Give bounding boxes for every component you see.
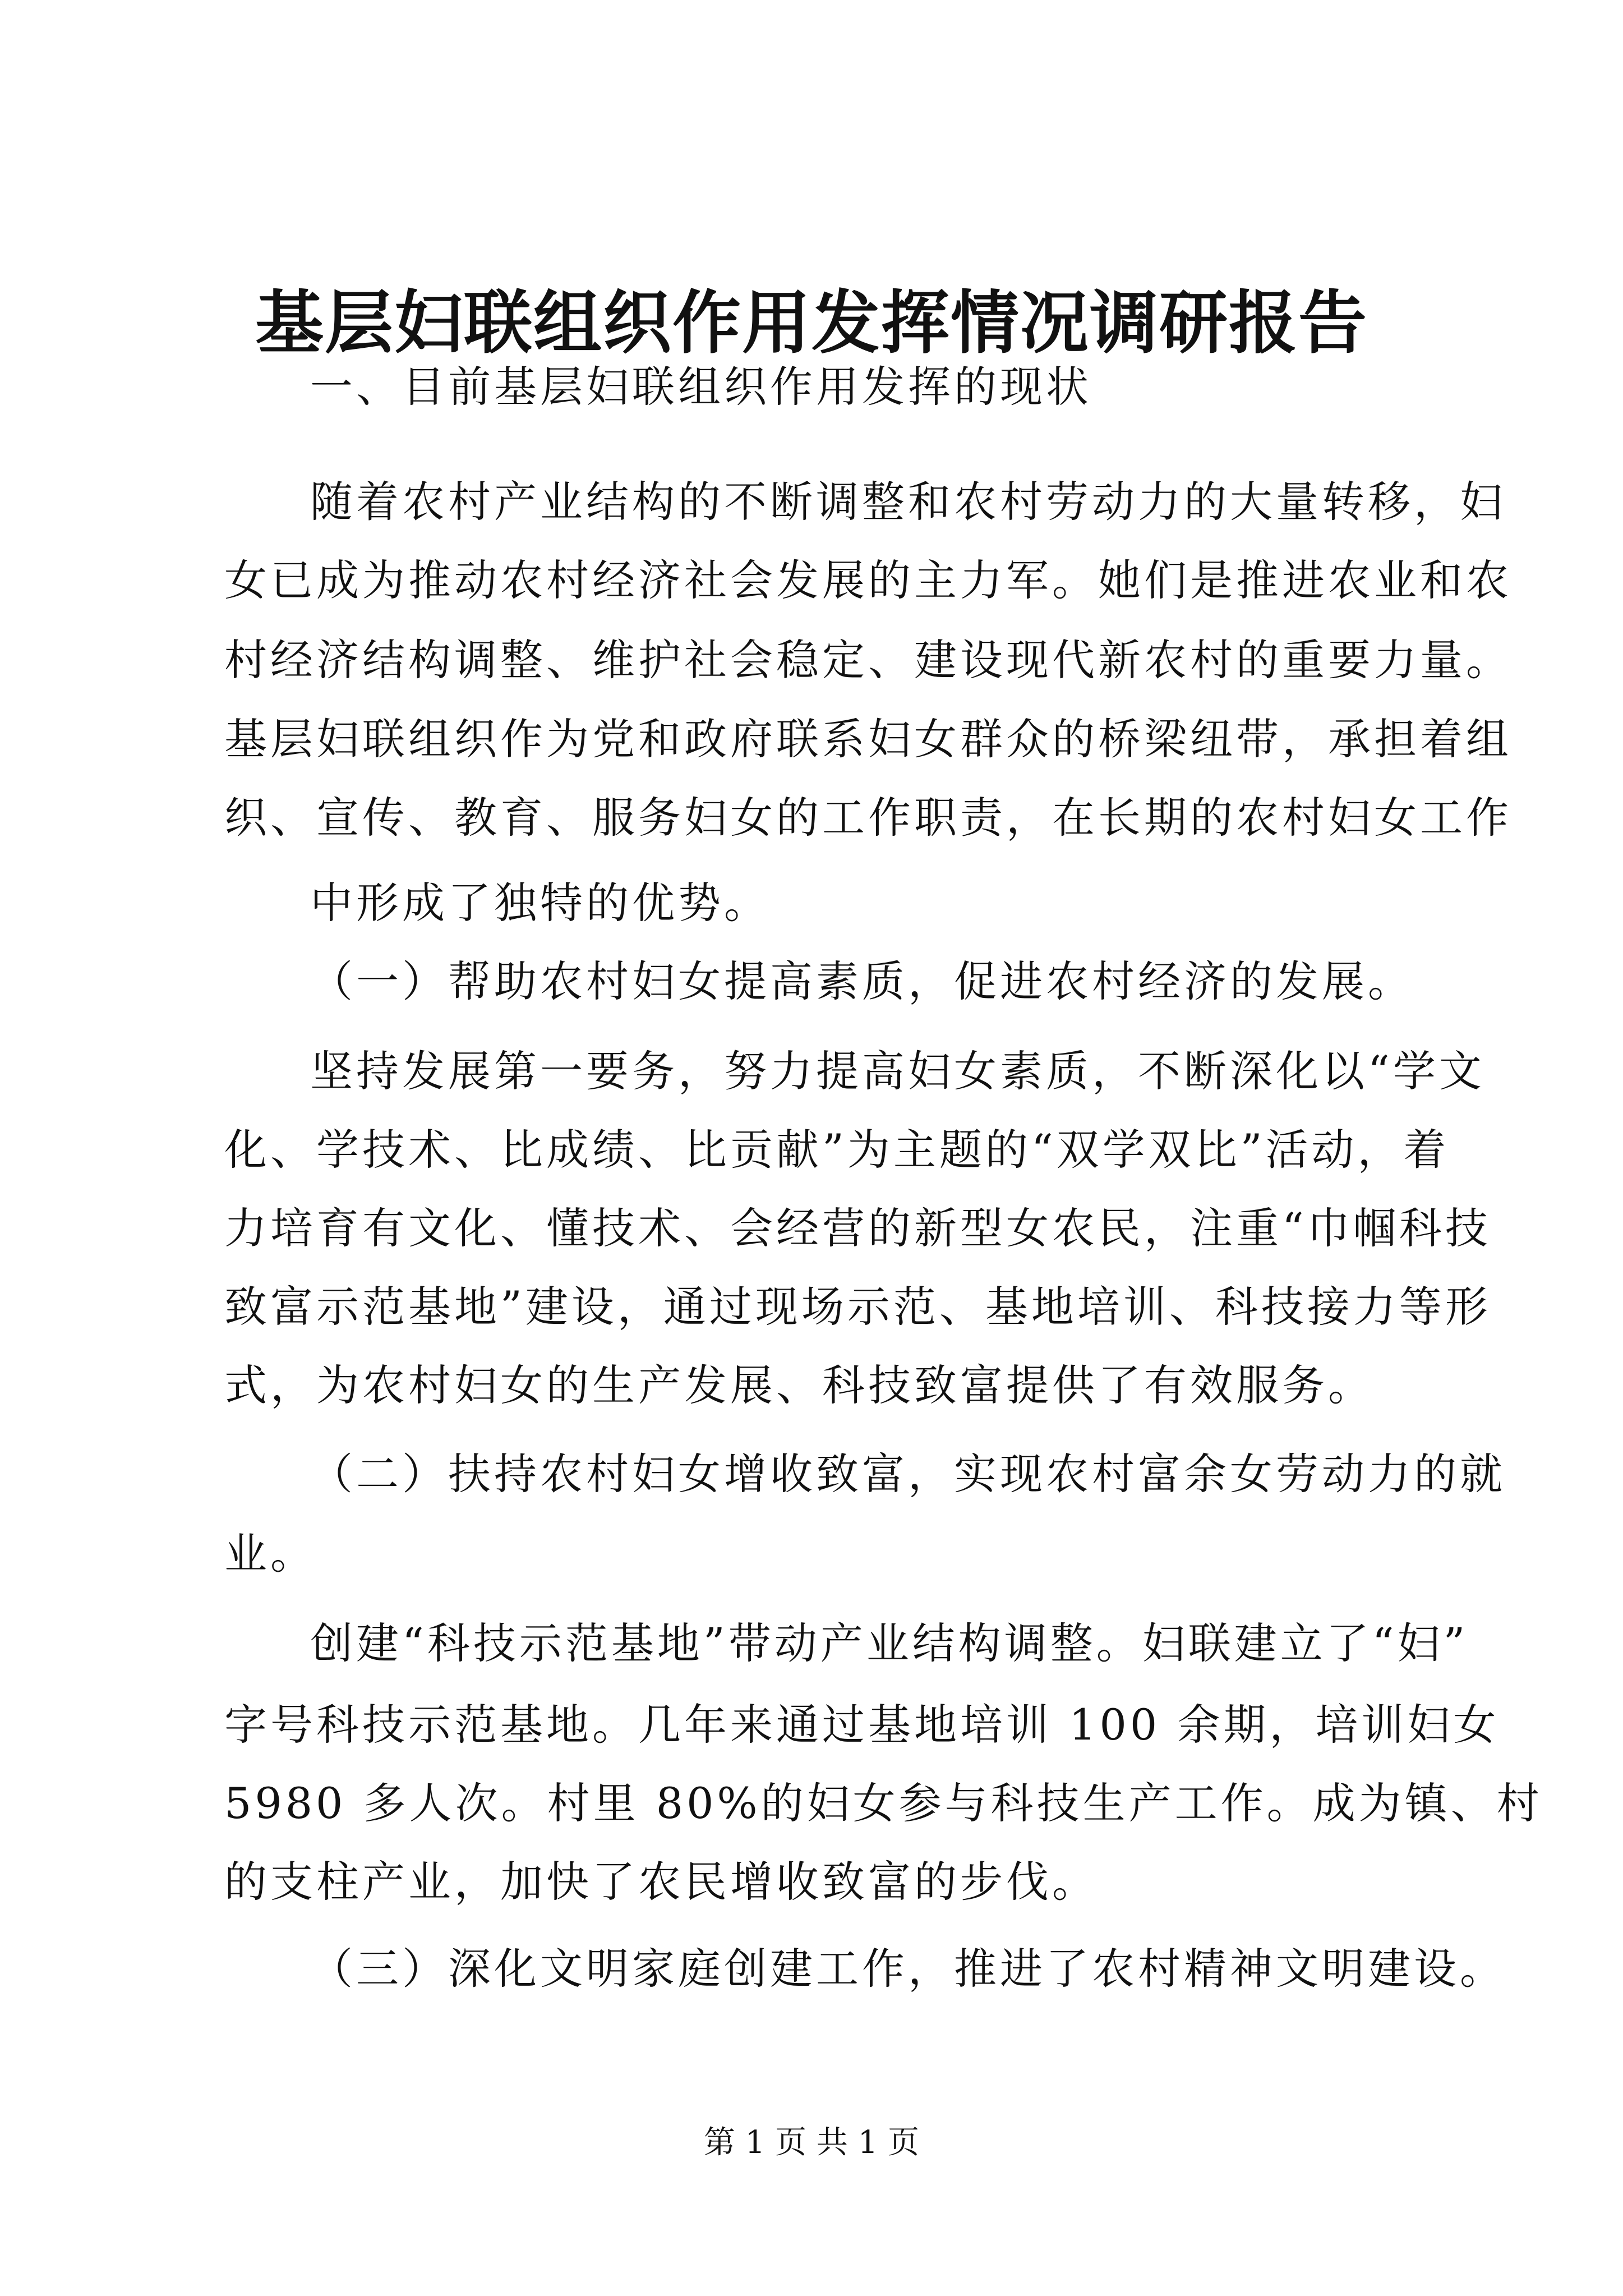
paragraph-line: 村经济结构调整、维护社会稳定、建设现代新农村的重要力量。 [224, 635, 1512, 685]
paragraph-line: 致富示范基地”建设，通过现场示范、基地培训、科技接力等形 [224, 1282, 1491, 1332]
page-footer: 第 1 页 共 1 页 [703, 2124, 920, 2161]
paragraph-line: 的支柱产业，加快了农民增收致富的步伐。 [224, 1857, 1098, 1907]
paragraph-line: 中形成了独特的优势。 [310, 878, 770, 928]
paragraph-line: 随着农村产业结构的不断调整和农村劳动力的大量转移，妇 [310, 477, 1506, 527]
paragraph-line: 化、学技术、比成绩、比贡献”为主题的“双学双比”活动，着 [224, 1125, 1450, 1175]
paragraph-line: 坚持发展第一要务，努力提高妇女素质，不断深化以“学文 [310, 1046, 1485, 1096]
paragraph-line: 女已成为推动农村经济社会发展的主力军。她们是推进农业和农 [224, 555, 1512, 605]
paragraph-line: 5980 多人次。村里 80%的妇女参与科技生产工作。成为镇、村 [224, 1778, 1543, 1828]
subsection-heading: 业。 [224, 1529, 316, 1579]
document-title: 基层妇联组织作用发挥情况调研报告 [255, 282, 1368, 363]
paragraph-line: 创建“科技示范基地”带动产业结构调整。妇联建立了“妇” [310, 1618, 1469, 1668]
subsection-heading: （三）深化文明家庭创建工作，推进了农村精神文明建设。 [310, 1944, 1506, 1994]
subsection-heading: （二）扶持农村妇女增收致富，实现农村富余女劳动力的就 [310, 1449, 1506, 1499]
subsection-heading: （一）帮助农村妇女提高素质，促进农村经济的发展。 [310, 956, 1414, 1006]
paragraph-line: 织、宣传、教育、服务妇女的工作职责，在长期的农村妇女工作 [224, 793, 1512, 843]
paragraph-line: 基层妇联组织作为党和政府联系妇女群众的桥梁纽带，承担着组 [224, 714, 1512, 764]
paragraph-line: 式，为农村妇女的生产发展、科技致富提供了有效服务。 [224, 1360, 1374, 1410]
section-heading: 一、目前基层妇联组织作用发挥的现状 [310, 362, 1092, 412]
paragraph-line: 力培育有文化、懂技术、会经营的新型女农民，注重“巾帼科技 [224, 1203, 1491, 1253]
paragraph-line: 字号科技示范基地。几年来通过基地培训 100 余期，培训妇女 [224, 1700, 1500, 1750]
